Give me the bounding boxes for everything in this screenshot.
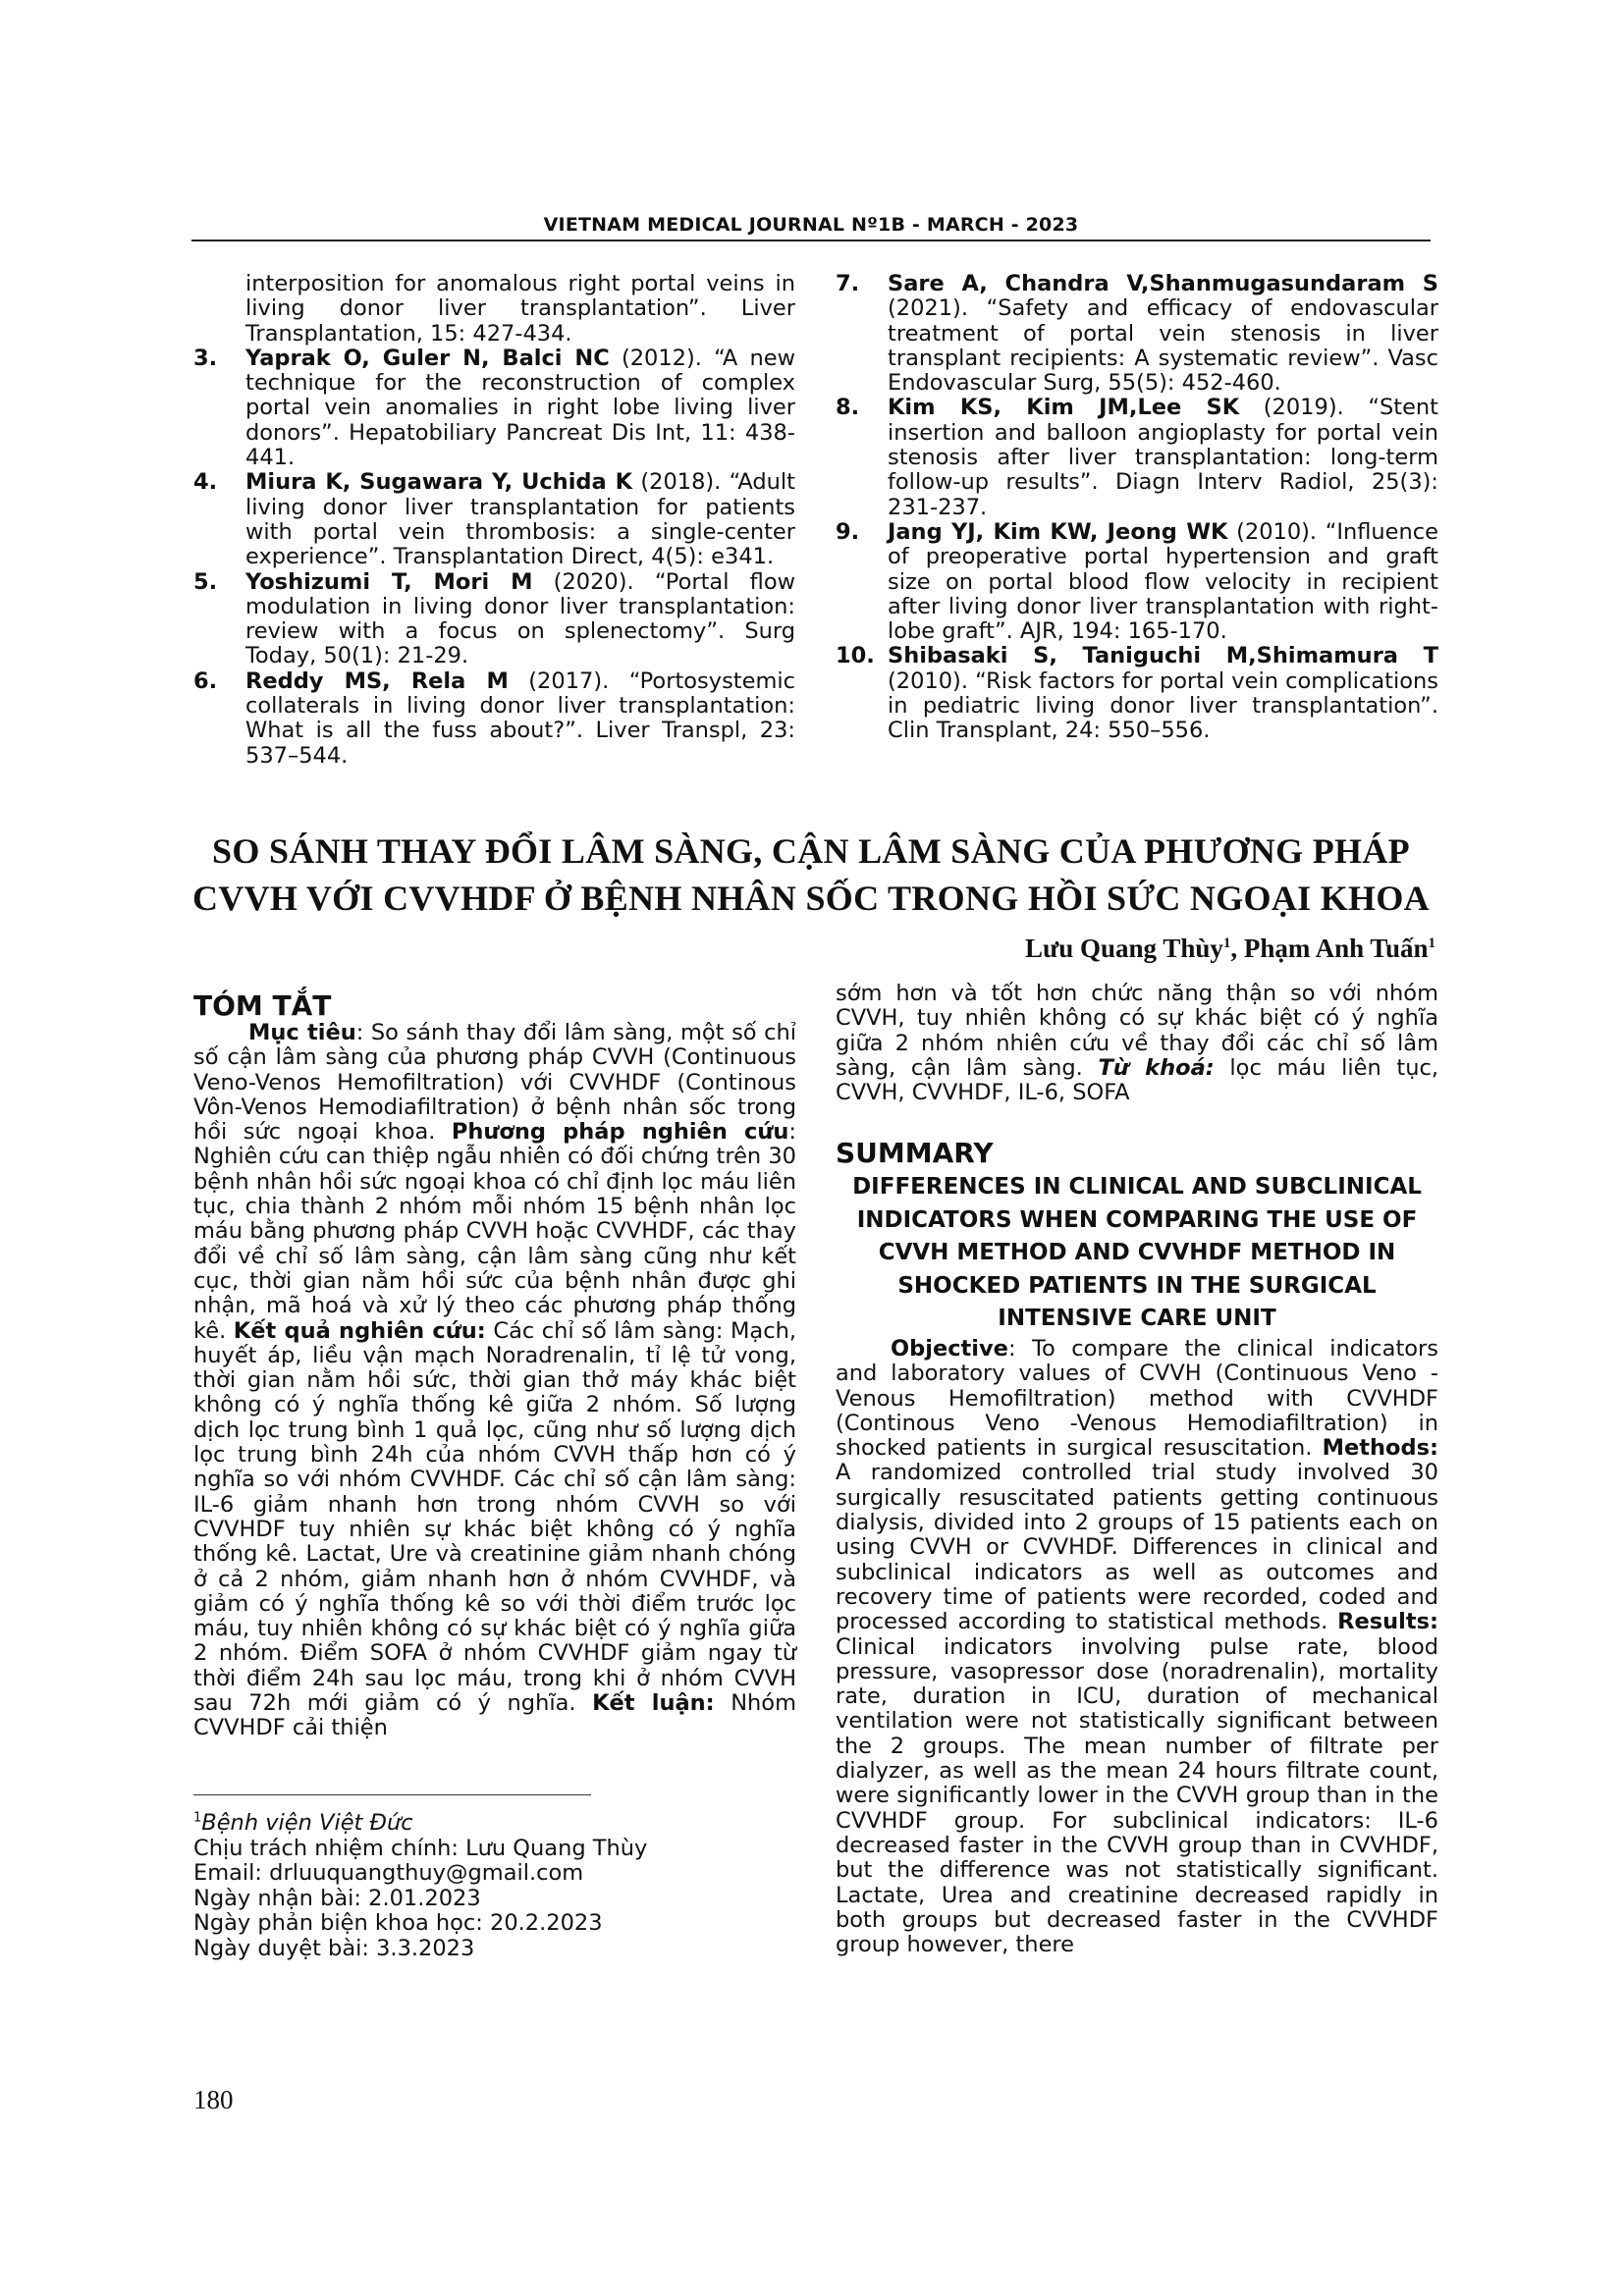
reference-number: 8. — [836, 395, 860, 421]
reference-text: interposition for anomalous right portal veins in living donor liver transplantation”. Liver Transplantation, 15: 427-434. — [245, 271, 795, 347]
author-2: Phạm Anh Tuấn — [1243, 934, 1429, 963]
continuation-text-vn: sớm hơn và tốt hơn chức năng thận so với nhóm CVVH, tuy nhiên không có sự khác biệt có ý nghĩa giữa 2 nhóm nhiên cứu về thay đổi các chỉ số lâm sàng, cận lâm sàng. — [836, 981, 1438, 1081]
reviewed-date: Ngày phản biện khoa học: 20.2.2023 — [193, 1910, 603, 1936]
results-text-vn: Các chỉ số lâm sàng: Mạch, huyết áp, liều vận mạch Noradrenalin, tỉ lệ tử vong, thời gian nằm hồi sức, thời gian thở máy khác biệt không có ý nghĩa thống kê giữa 2 nhóm. Số lượng dịch lọc trung bình 1 quả lọc, cũng như số lượng dịch lọc trung bình 24h của nhóm CVVH thấp hơn có ý nghĩa so với nhóm CVVHDF. Các chỉ số cận lâm sàng: IL-6 giảm nhanh hơn trong nhóm CVVH so với CVVHDF tuy nhiên sự khác biệt không có ý nghĩa thống kê. Lactat, Ure và creatinine giảm nhanh chóng ở cả 2 nhóm, giảm nhanh hơn ở nhóm CVVHDF, và giảm có ý nghĩa thống kê so với thời điểm trước lọc máu, tuy nhiên không có sự khác biệt có ý nghĩa giữa 2 nhóm. Điểm SOFA ở nhóm CVVHDF giảm ngay từ thời điểm 24h sau lọc máu, trong khi ở nhóm CVVH sau 72h mới giảm có ý nghĩa. — [193, 1317, 796, 1717]
reference-authors: Jang YJ, Kim KW, Jeong WK — [888, 518, 1228, 545]
reference-item — [836, 396, 1438, 519]
reference-number: 9. — [836, 518, 860, 545]
methods-label-en: Methods: — [1322, 1435, 1438, 1462]
authors: Lưu Quang Thùy$^1$, Phạm Anh Tuấn$^1$ — [1025, 934, 1435, 963]
objective-label-vn: Mục tiêu — [248, 1020, 356, 1045]
reference-text: (2018). “Adult living donor liver transplantation for patients with portal vein thrombosis: a single-center experience”. Transplantation Direct, 4(5): e341. — [245, 469, 795, 570]
summary-heading: SUMMARY — [836, 1137, 994, 1169]
reference-text: (2021). “Safety and efficacy of endovascular treatment of portal vein stenosis in liver transplant recipients: A systematic review”. Vasc Endovascular Surg, 55(5): 452-460. — [888, 295, 1438, 397]
keywords-text-vn: lọc máu liên tục, CVVH, CVVHDF, IL-6, SOFA — [836, 1054, 1438, 1106]
objective-label-en: Objective — [891, 1336, 1008, 1362]
reference-text: (2012). “A new technique for the reconstruction of complex portal vein anomalies in right lobe living liver donors”. Hepatobiliary Pancreat Dis Int, 11: 438-441. — [245, 345, 795, 471]
reference-text: (2010). “Influence of preoperative portal hypertension and graft size on portal blood flow velocity in recipient after living donor liver transplantation with right-lobe graft”. AJR, 194: 165-170. — [888, 518, 1438, 645]
accepted-date: Ngày duyệt bài: 3.3.2023 — [193, 1935, 475, 1961]
affiliation-note — [193, 1811, 647, 1837]
reference-text: (2019). “Stent insertion and balloon angioplasty for portal vein stenosis after liver transplantation: long-term follow-up results”. Diagn Interv Radiol, 25(3): 231-237. — [888, 395, 1439, 520]
results-label-vn: Kết quả nghiên cứu: — [233, 1317, 486, 1344]
running-header: VIETNAM MEDICAL JOURNAL Nº1B - MARCH - 2023 — [543, 214, 1079, 236]
reference-authors: Yoshizumi T, Mori M — [245, 568, 533, 595]
email-note: Email: drluuquangthuy@gmail.com — [193, 1860, 584, 1886]
article-title-line-2: CVVH VỚI CVVHDF Ở BỆNH NHÂN SỐC TRONG HỒI SỨC NGOẠI KHOA — [192, 879, 1430, 918]
reference-item — [193, 669, 795, 769]
references-left-column — [193, 272, 795, 769]
affiliation-marker: 1 — [193, 1810, 202, 1826]
reference-authors: Reddy MS, Rela M — [245, 667, 509, 694]
reference-item — [836, 272, 1438, 396]
reference-item — [836, 520, 1438, 644]
reference-text: (2017). “Portosystemic collaterals in living donor liver transplantation: What is all the fuss about?”. Liver Transpl, 23: 537–544. — [245, 667, 795, 769]
affiliation-text: Bệnh viện Việt Đức — [201, 1810, 413, 1836]
reference-text: (2010). “Risk factors for portal vein complications in pediatric living donor liver transplantation”. Clin Transplant, 24: 550–556. — [888, 667, 1438, 744]
reference-number: 3. — [193, 345, 218, 371]
footnotes — [193, 1811, 647, 1961]
reference-number: 10. — [836, 643, 875, 669]
author-2-affiliation: 1 — [1428, 935, 1435, 951]
reference-number: 7. — [836, 271, 860, 296]
tomtat-heading: TÓM TẮT — [193, 989, 332, 1022]
references-right-column — [836, 272, 1438, 744]
reference-number: 6. — [193, 667, 218, 694]
reference-authors: Miura K, Sugawara Y, Uchida K — [245, 469, 633, 496]
page-number: 180 — [193, 2085, 234, 2114]
methods-text-vn: : Nghiên cứu can thiệp ngẫu nhiên có đối chứng trên 30 bệnh nhân hồi sức ngoại khoa có chỉ định lọc máu liên tục, chia thành 2 nhóm mỗi nhóm 15 bệnh nhân lọc máu bằng phương pháp CVVH hoặc CVVHDF, các thay đổi về chỉ số lâm sàng, cận lâm sàng cũng như kết cục, thời gian nằm hồi sức của bệnh nhân được ghi nhận, mã hoá và xử lý theo các phương pháp thống kê. — [193, 1119, 796, 1344]
reference-list-right — [836, 272, 1438, 744]
objective-text-vn: : So sánh thay đổi lâm sàng, một số chỉ số cận lâm sàng của phương pháp CVVH (Continuous Veno-Venos Hemofiltration) với CVVHDF (Continous Vôn-Venos Hemodiafiltration) ở bệnh nhân sốc trong hồi sức ngoại khoa. — [193, 1020, 796, 1146]
reference-authors: Sare A, Chandra V,Shanmugasundaram S — [888, 271, 1438, 296]
abstract-en — [836, 1337, 1438, 1957]
objective-text-en: : To compare the clinical indicators and laboratory values of CVVH (Continuous Veno - Venous Hemofiltration) method with CVVHDF (Continous Veno -Venous Hemodiafiltration) in shocked patients in surgical resuscitation. — [836, 1336, 1438, 1462]
article-title-line-1: SO SÁNH THAY ĐỔI LÂM SÀNG, CẬN LÂM SÀNG CỦA PHƯƠNG PHÁP — [212, 831, 1410, 871]
author-1: Lưu Quang Thùy — [1025, 934, 1223, 963]
abstract-en-paragraph — [836, 1337, 1438, 1957]
reference-number: 4. — [193, 469, 218, 496]
reference-item — [836, 644, 1438, 743]
results-text-en: Clinical indicators involving pulse rate, blood pressure, vasopressor dose (noradrenalin), mortality rate, duration in ICU, duration of mechanical ventilation were not statistically significant between the 2 groups. The mean number of filtrate per dialyzer, as well as the mean 24 hours filtrate count, were significantly lower in the CVVH group than in the CVVHDF group. For subclinical indicators: IL-6 decreased faster in the CVVH group than in CVVHDF, but the difference was not statistically significant. Lactate, Urea and creatinine decreased rapidly in both groups but decreased faster in the CVVHDF group however, there — [836, 1633, 1438, 1958]
reference-text: (2020). “Portal flow modulation in living donor liver transplantation: review with a focus on splenectomy”. Surg Today, 50(1): 21-29. — [245, 568, 795, 669]
conclusion-label-vn: Kết luận: — [592, 1690, 715, 1717]
reference-item — [193, 347, 795, 470]
reference-item — [193, 570, 795, 669]
corresponding-author: Chịu trách nhiệm chính: Lưu Quang Thùy — [193, 1835, 648, 1861]
abstract-vn-right — [836, 982, 1438, 1105]
keywords-label-vn: Từ khoá: — [1098, 1054, 1215, 1081]
reference-item — [193, 470, 795, 569]
header-rule — [191, 240, 1431, 241]
results-label-en: Results: — [1337, 1609, 1438, 1635]
author-1-affiliation: 1 — [1222, 935, 1231, 951]
footnote-rule — [193, 1794, 591, 1795]
article-title — [191, 828, 1431, 922]
conclusion-text-vn: Nhóm CVVHDF cải thiện — [193, 1690, 796, 1741]
methods-text-en: A randomized controlled trial study involved 30 surgically resuscitated patients getting continuous dialysis, divided into 2 groups of 15 patients each on using CVVH or CVVHDF. Differences in clinical and subclinical indicators as well as outcomes and recovery time of patients were recorded, coded and processed according to statistical methods. — [836, 1460, 1438, 1635]
abstract-vn-left — [193, 1021, 796, 1741]
received-date: Ngày nhận bài: 2.01.2023 — [193, 1885, 481, 1911]
summary-title: DIFFERENCES IN CLINICAL AND SUBCLINICAL INDICATORS WHEN COMPARING THE USE OF CVVH METHOD AND CVVHDF METHOD IN SHOCKED PATIENTS IN THE SURGICAL INTENSIVE CARE UNIT — [852, 1174, 1422, 1331]
reference-authors: Kim KS, Kim JM,Lee SK — [888, 395, 1240, 421]
reference-number: 5. — [193, 568, 218, 595]
reference-item — [193, 272, 795, 347]
abstract-vn-paragraph — [193, 1021, 796, 1741]
methods-label-vn: Phương pháp nghiên cứu — [451, 1119, 789, 1146]
reference-authors: Yaprak O, Guler N, Balci NC — [245, 345, 610, 371]
reference-list-left — [193, 272, 795, 769]
reference-authors: Shibasaki S, Taniguchi M,Shimamura T — [888, 643, 1438, 669]
abstract-vn-continuation — [836, 982, 1438, 1105]
